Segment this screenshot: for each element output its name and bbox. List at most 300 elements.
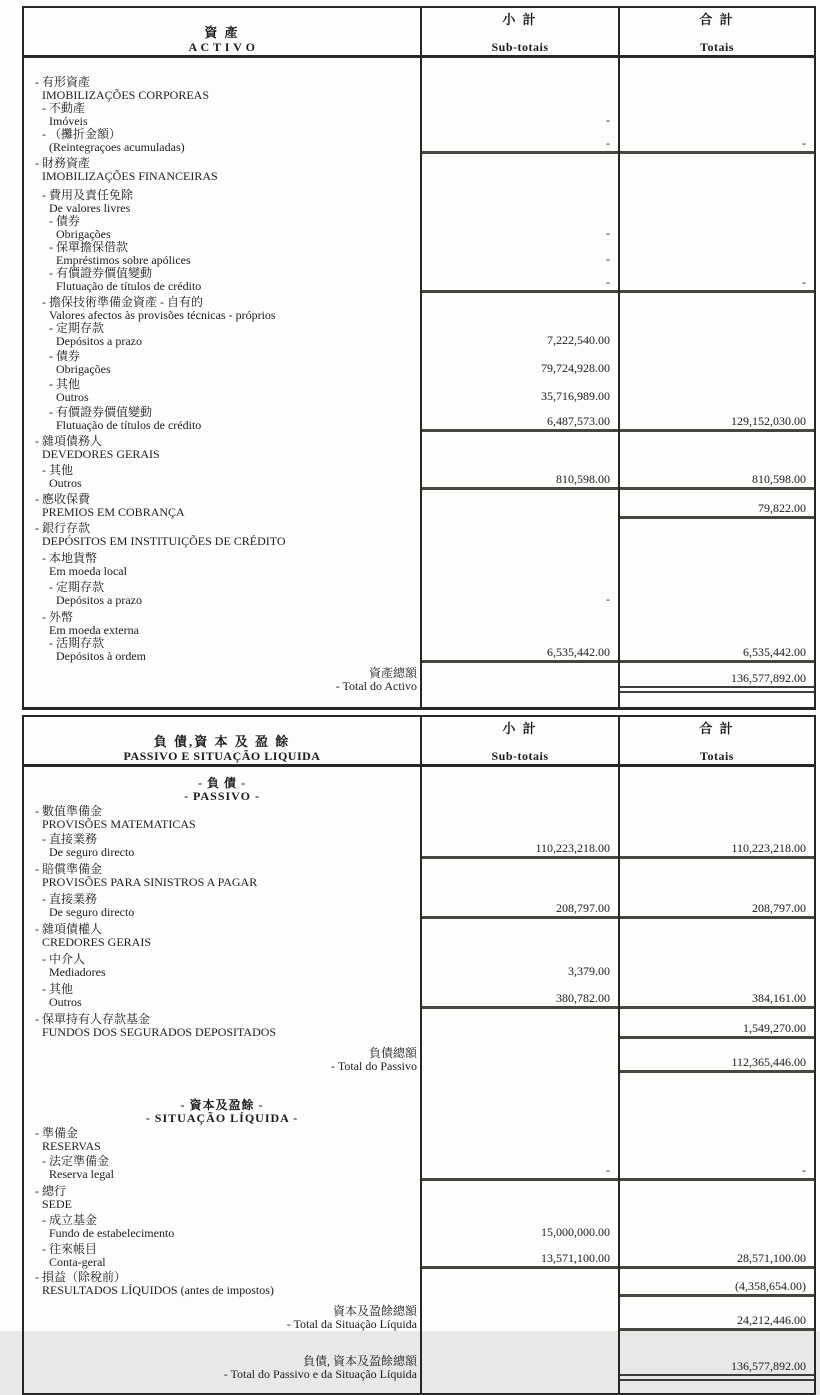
total-cell	[619, 432, 815, 461]
row-label-zh: - 債券	[49, 214, 80, 228]
row-label-pt: SEDE	[42, 1197, 72, 1211]
subtotal-cell	[421, 637, 619, 663]
subtotal-cell	[421, 919, 619, 949]
activo-row	[23, 102, 815, 128]
total-value: 24,212,446.00	[620, 1313, 814, 1331]
row-label-zh: - 保單持有人存款基金	[35, 1012, 150, 1026]
total-value: 79,822.00	[620, 501, 814, 519]
subtotal-cell	[421, 859, 619, 889]
row-label-cell	[23, 102, 421, 128]
total-cell	[619, 889, 815, 919]
row-label-zh: 資產總額	[368, 666, 417, 680]
row-label-zh: - 準備金	[35, 1126, 78, 1140]
row-label-cell	[23, 637, 421, 663]
subtotals-header-pt: Sub-totais	[491, 749, 549, 763]
subtotal-cell	[421, 578, 619, 607]
row-label-zh: - 定期存款	[49, 321, 104, 335]
total-cell	[619, 1181, 815, 1211]
row-label-zh: - 數值準備金	[35, 804, 102, 818]
activo-row	[23, 293, 815, 322]
subtotal-cell	[421, 102, 619, 128]
passivo-row	[23, 831, 815, 859]
row-label-cell	[23, 1125, 421, 1153]
row-label-pt: (Reintegraçoes acumuladas)	[49, 140, 185, 154]
passivo-table	[22, 715, 816, 1395]
subtotal-cell	[421, 404, 619, 432]
row-label-pt: De valores livres	[49, 201, 131, 215]
subtotal-value: 13,571,100.00	[422, 1251, 618, 1269]
row-label-pt: Valores afectos às provisões técnicas - próprios	[49, 308, 276, 322]
passivo-rows	[23, 766, 815, 1395]
row-label-zh: - 債券	[49, 349, 80, 363]
subtotal-cell	[421, 1083, 619, 1125]
total-cell	[619, 102, 815, 128]
subtotal-cell	[421, 548, 619, 578]
subtotal-cell	[421, 128, 619, 154]
subtotal-cell	[421, 1181, 619, 1211]
row-label-cell	[23, 1240, 421, 1269]
activo-rows	[23, 57, 815, 709]
row-label-pt: Empréstimos sobre apólices	[56, 253, 191, 267]
row-label-zh: 負債總額	[368, 1046, 417, 1060]
total-cell	[619, 949, 815, 979]
row-label-zh: - 直接業務	[42, 832, 97, 846]
row-label-zh: - 財務資產	[35, 156, 90, 170]
activo-row	[23, 183, 815, 215]
subtotal-value: 6,487,573.00	[422, 414, 618, 432]
total-cell	[619, 1039, 815, 1083]
subtotal-value: 110,223,218.00	[422, 841, 618, 859]
row-label-pt: IMOBILIZAÇÕES FINANCEIRAS	[42, 169, 218, 183]
activo-header-row	[23, 7, 815, 57]
subtotal-value: 35,716,989.00	[541, 389, 610, 403]
total-cell	[619, 215, 815, 241]
row-label-zh: - 其他	[49, 377, 80, 391]
total-cell	[619, 663, 815, 709]
row-label-pt: De seguro directo	[49, 845, 135, 859]
row-label-zh: - 負 債 -	[198, 776, 246, 790]
row-label-zh: 資本及盈餘總額	[332, 1304, 417, 1318]
row-label-zh: - 有價證券價值變動	[49, 266, 152, 280]
balance-sheet	[22, 6, 814, 1395]
total-cell	[619, 766, 815, 804]
totals-header-cell	[619, 716, 815, 766]
total-cell	[619, 376, 815, 404]
passivo-row	[23, 766, 815, 804]
row-label-cell	[23, 548, 421, 578]
passivo-row	[23, 1339, 815, 1394]
row-label-pt: Imóveis	[49, 114, 88, 128]
total-cell	[619, 322, 815, 348]
subtotal-cell	[421, 519, 619, 548]
row-label-zh: - 損益（除稅前）	[35, 1270, 126, 1284]
row-label-zh: - 成立基金	[42, 1213, 97, 1227]
total-cell	[619, 1339, 815, 1394]
subtotal-cell	[421, 461, 619, 490]
row-label-cell	[23, 404, 421, 432]
passivo-row	[23, 1125, 815, 1153]
subtotal-cell	[421, 663, 619, 709]
total-cell	[619, 1240, 815, 1269]
total-cell	[619, 831, 815, 859]
row-label-pt: PREMIOS EM COBRANÇA	[42, 505, 185, 519]
row-label-zh: - 定期存款	[49, 580, 104, 594]
row-label-pt: Reserva legal	[49, 1167, 114, 1181]
row-label-zh: - 雜項債務人	[35, 434, 102, 448]
total-value: 810,598.00	[620, 472, 814, 490]
row-label-zh: - 賠償準備金	[35, 862, 102, 876]
row-label-pt: DEVEDORES GERAIS	[42, 447, 160, 461]
total-value: 129,152,030.00	[620, 414, 814, 432]
subtotal-cell	[421, 1339, 619, 1394]
activo-row	[23, 404, 815, 432]
subtotal-cell	[421, 1297, 619, 1339]
row-label-cell	[23, 859, 421, 889]
row-label-cell	[23, 803, 421, 831]
row-label-pt: Em moeda externa	[49, 623, 139, 637]
subtotal-cell	[421, 1269, 619, 1297]
row-label-pt: DEPÓSITOS EM INSTITUIÇÕES DE CRÉDITO	[42, 534, 286, 548]
row-label-pt: Flutuação de títulos de crédito	[56, 279, 202, 293]
passivo-row	[23, 1211, 815, 1240]
totals-header-zh: 合 計	[699, 721, 735, 736]
total-cell	[619, 490, 815, 519]
subtotals-header-zh: 小 計	[502, 12, 538, 27]
row-label-cell	[23, 322, 421, 348]
row-label-zh: - 總行	[35, 1184, 66, 1198]
row-label-cell	[23, 1269, 421, 1297]
passivo-row	[23, 889, 815, 919]
total-cell	[619, 293, 815, 322]
row-label-zh: - 活期存款	[49, 636, 104, 650]
row-label-zh: - 雜項債權人	[35, 922, 102, 936]
row-label-pt: Depósitos a prazo	[56, 593, 142, 607]
subtotal-cell	[421, 348, 619, 376]
total-cell	[619, 1269, 815, 1297]
activo-table	[22, 6, 816, 710]
row-label-pt: - Total do Activo	[335, 679, 417, 693]
row-label-pt: RESERVAS	[42, 1139, 101, 1153]
subtotal-cell	[421, 215, 619, 241]
subtotal-cell	[421, 1125, 619, 1153]
activo-row	[23, 578, 815, 607]
total-value: 6,535,442.00	[620, 645, 814, 663]
passivo-row	[23, 1181, 815, 1211]
row-label-cell	[23, 432, 421, 461]
row-label-cell	[23, 128, 421, 154]
total-cell	[619, 461, 815, 490]
row-label-pt: RESULTADOS LÍQUIDOS (antes de impostos)	[42, 1283, 274, 1297]
row-label-zh: - 有價證券價值變動	[49, 405, 152, 419]
row-label-zh: - 法定準備金	[42, 1154, 109, 1168]
subtotal-cell	[421, 154, 619, 183]
totals-header-cell	[619, 7, 815, 57]
total-value: 112,365,446.00	[620, 1055, 814, 1073]
row-label-cell	[23, 766, 421, 804]
row-label-cell	[23, 1039, 421, 1083]
activo-title-pt: A C T I V O	[188, 40, 256, 54]
total-cell	[619, 1125, 815, 1153]
subtotal-value: 79,724,928.00	[541, 361, 610, 375]
activo-row	[23, 607, 815, 637]
row-label-cell	[23, 949, 421, 979]
total-value: 136,577,892.00	[620, 1359, 814, 1381]
total-cell	[619, 241, 815, 267]
row-label-zh: - 有形資產	[35, 75, 90, 89]
row-label-cell	[23, 461, 421, 490]
total-cell	[619, 267, 815, 293]
row-label-zh: - 資本及盈餘 -	[180, 1098, 264, 1112]
subtotal-cell	[421, 831, 619, 859]
row-label-cell	[23, 241, 421, 267]
total-value: 110,223,218.00	[620, 841, 814, 859]
row-label-zh: - 不動產	[42, 101, 85, 115]
activo-row	[23, 432, 815, 461]
total-cell	[619, 1083, 815, 1125]
row-label-cell	[23, 979, 421, 1009]
row-label-zh: - 直接業務	[42, 892, 97, 906]
row-label-cell	[23, 183, 421, 215]
row-label-cell	[23, 293, 421, 322]
total-value: 384,161.00	[620, 991, 814, 1009]
subtotals-header-cell	[421, 716, 619, 766]
passivo-row	[23, 1083, 815, 1125]
row-label-cell	[23, 490, 421, 519]
row-label-cell	[23, 376, 421, 404]
total-cell	[619, 1211, 815, 1240]
subtotal-cell	[421, 889, 619, 919]
total-value: 1,549,270.00	[620, 1021, 814, 1039]
subtotal-value: -	[606, 592, 610, 606]
passivo-row	[23, 803, 815, 831]
row-label-cell	[23, 919, 421, 949]
total-value: -	[620, 136, 814, 154]
subtotal-cell	[421, 1039, 619, 1083]
subtotal-cell	[421, 490, 619, 519]
subtotal-cell	[421, 183, 619, 215]
subtotals-header-pt: Sub-totais	[491, 40, 549, 54]
passivo-row	[23, 859, 815, 889]
row-label-pt: PROVISÕES MATEMATICAS	[42, 817, 196, 831]
subtotal-value: 380,782.00	[422, 991, 618, 1009]
row-label-cell	[23, 348, 421, 376]
subtotal-cell	[421, 1211, 619, 1240]
activo-row	[23, 461, 815, 490]
row-label-pt: Conta-geral	[49, 1255, 106, 1269]
total-cell	[619, 1153, 815, 1181]
row-label-pt: - Total do Passivo e da Situação Líquida	[223, 1367, 417, 1381]
row-label-zh: - 擔保技術準備金資產 - 自有的	[42, 295, 203, 309]
activo-row	[23, 637, 815, 663]
total-value: (4,358,654.00)	[620, 1279, 814, 1297]
subtotal-cell	[421, 949, 619, 979]
subtotal-cell	[421, 766, 619, 804]
subtotals-header-cell	[421, 7, 619, 57]
row-label-zh: - （攤折金額）	[42, 127, 121, 141]
passivo-row	[23, 1009, 815, 1039]
row-label-pt: Fundo de estabelecimento	[49, 1226, 175, 1240]
passivo-row	[23, 979, 815, 1009]
total-cell	[619, 404, 815, 432]
activo-row	[23, 663, 815, 709]
subtotal-value: 810,598.00	[422, 472, 618, 490]
activo-row	[23, 215, 815, 241]
passivo-header-cell	[23, 716, 421, 766]
row-label-cell	[23, 1297, 421, 1339]
total-cell	[619, 1009, 815, 1039]
subtotal-cell	[421, 293, 619, 322]
total-cell	[619, 128, 815, 154]
total-cell	[619, 979, 815, 1009]
row-label-pt: - Total da Situação Líquida	[286, 1317, 417, 1331]
total-cell	[619, 548, 815, 578]
total-cell	[619, 183, 815, 215]
subtotal-cell	[421, 979, 619, 1009]
activo-row	[23, 490, 815, 519]
row-label-pt: Outros	[49, 476, 82, 490]
row-label-cell	[23, 267, 421, 293]
row-label-cell	[23, 1009, 421, 1039]
row-label-cell	[23, 607, 421, 637]
total-cell	[619, 57, 815, 103]
row-label-pt: De seguro directo	[49, 905, 135, 919]
passivo-row	[23, 1240, 815, 1269]
subtotal-value: 6,535,442.00	[422, 645, 618, 663]
row-label-cell	[23, 578, 421, 607]
row-label-pt: Flutuação de títulos de crédito	[56, 418, 202, 432]
row-label-pt: Mediadores	[49, 965, 106, 979]
row-label-pt: Obrigações	[56, 227, 111, 241]
row-label-pt: Depósitos à ordem	[56, 649, 146, 663]
activo-row	[23, 241, 815, 267]
total-cell	[619, 348, 815, 376]
row-label-pt: Em moeda local	[49, 564, 127, 578]
row-label-pt: Depósitos a prazo	[56, 334, 142, 348]
total-cell	[619, 919, 815, 949]
row-label-cell	[23, 519, 421, 548]
totals-header-zh: 合 計	[699, 12, 735, 27]
total-value: -	[620, 1163, 814, 1181]
row-label-zh: 負債, 資本及盈餘總額	[302, 1354, 417, 1368]
total-cell	[619, 519, 815, 548]
row-label-cell	[23, 57, 421, 103]
row-label-cell	[23, 1083, 421, 1125]
row-label-pt: - Total do Passivo	[331, 1059, 417, 1073]
row-label-zh: - 外幣	[42, 610, 73, 624]
row-label-zh: - 應收保費	[35, 492, 90, 506]
row-label-pt: Outros	[56, 390, 89, 404]
total-cell	[619, 637, 815, 663]
total-value: -	[620, 275, 814, 293]
row-label-cell	[23, 1339, 421, 1394]
subtotal-cell	[421, 57, 619, 103]
total-cell	[619, 803, 815, 831]
row-label-pt: - PASSIVO -	[184, 789, 260, 803]
activo-row	[23, 548, 815, 578]
passivo-row	[23, 949, 815, 979]
passivo-row	[23, 1269, 815, 1297]
activo-title-zh: 資 產	[204, 25, 240, 40]
passivo-title-zh: 負 債,資 本 及 盈 餘	[153, 734, 291, 749]
row-label-cell	[23, 831, 421, 859]
row-label-cell	[23, 154, 421, 183]
subtotals-header-zh: 小 計	[502, 721, 538, 736]
row-label-pt: IMOBILIZAÇÕES CORPOREAS	[42, 88, 210, 102]
total-value: 136,577,892.00	[620, 671, 814, 693]
activo-row	[23, 322, 815, 348]
total-value: 28,571,100.00	[620, 1251, 814, 1269]
subtotal-value: -	[422, 136, 618, 154]
subtotal-cell	[421, 322, 619, 348]
total-cell	[619, 154, 815, 183]
row-label-zh: - 其他	[42, 463, 73, 477]
row-label-cell	[23, 663, 421, 709]
subtotal-value: 3,379.00	[568, 964, 610, 978]
subtotal-value: -	[606, 252, 610, 266]
row-label-cell	[23, 215, 421, 241]
total-cell	[619, 578, 815, 607]
row-label-pt: CREDORES GERAIS	[42, 935, 152, 949]
subtotal-value: -	[606, 113, 610, 127]
total-cell	[619, 859, 815, 889]
subtotal-value: -	[422, 1163, 618, 1181]
passivo-title-pt: PASSIVO E SITUAÇÃO LIQUIDA	[123, 749, 321, 763]
subtotal-cell	[421, 1009, 619, 1039]
subtotal-cell	[421, 1153, 619, 1181]
row-label-cell	[23, 1153, 421, 1181]
totals-header-pt: Totais	[700, 749, 734, 763]
subtotal-cell	[421, 1240, 619, 1269]
activo-row	[23, 376, 815, 404]
subtotal-cell	[421, 803, 619, 831]
total-cell	[619, 1297, 815, 1339]
subtotal-value: 7,222,540.00	[547, 333, 610, 347]
activo-header-cell	[23, 7, 421, 57]
activo-row	[23, 267, 815, 293]
subtotal-cell	[421, 607, 619, 637]
activo-row	[23, 519, 815, 548]
row-label-cell	[23, 889, 421, 919]
subtotal-cell	[421, 241, 619, 267]
passivo-row	[23, 919, 815, 949]
totals-header-pt: Totais	[700, 40, 734, 54]
subtotal-cell	[421, 432, 619, 461]
row-label-pt: - SITUAÇÃO LÍQUIDA -	[145, 1111, 299, 1125]
row-label-zh: - 往來帳目	[42, 1242, 97, 1256]
row-label-zh: - 本地貨幣	[42, 551, 97, 565]
row-label-zh: - 費用及責任免除	[42, 188, 133, 202]
row-label-cell	[23, 1181, 421, 1211]
passivo-row	[23, 1297, 815, 1339]
activo-row	[23, 128, 815, 154]
row-label-pt: Outros	[49, 995, 82, 1009]
subtotal-value: 208,797.00	[422, 901, 618, 919]
row-label-zh: - 其他	[42, 982, 73, 996]
activo-row	[23, 154, 815, 183]
passivo-header-row	[23, 716, 815, 766]
row-label-pt: PROVISÕES PARA SINISTROS A PAGAR	[42, 875, 258, 889]
total-cell	[619, 607, 815, 637]
row-label-pt: FUNDOS DOS SEGURADOS DEPOSITADOS	[42, 1025, 277, 1039]
total-value: 208,797.00	[620, 901, 814, 919]
subtotal-value: 15,000,000.00	[541, 1225, 610, 1239]
subtotal-value: -	[606, 226, 610, 240]
activo-row	[23, 348, 815, 376]
row-label-zh: - 銀行存款	[35, 521, 90, 535]
row-label-zh: - 中介人	[42, 952, 85, 966]
passivo-row	[23, 1039, 815, 1083]
row-label-pt: Obrigações	[56, 362, 111, 376]
